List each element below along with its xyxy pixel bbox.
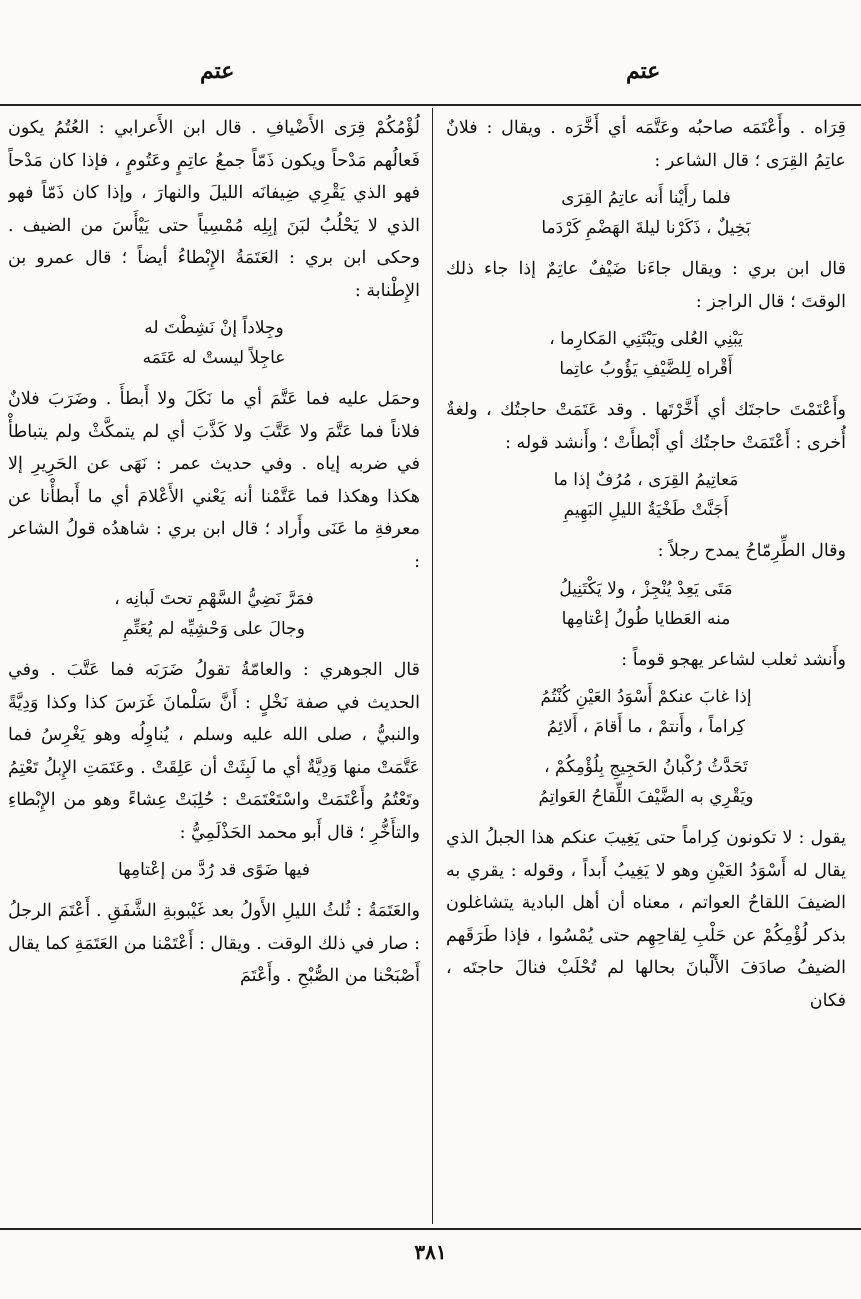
verse-line: بَخِيلٌ ، ذَكَرْنا ليلةَ الهَضْمِ كَرْدَما <box>541 218 751 238</box>
verse-line: فمَرَّ نَضِيُّ السَّهْمِ تحتَ لَبانِه ، <box>114 589 314 609</box>
verse-line: مَتَى يَعِدْ يُنْجِزْ ، ولا يَكْتَنِيلُ <box>559 578 733 599</box>
right-paragraph-2: قال ابن بري : ويقال جاءَنا ضَيْفٌ عاتِمٌ إذا جاء ذلك الوقتَ ؛ قال الراجز : <box>446 259 846 312</box>
top-rule <box>0 104 861 106</box>
verse-line: أَقْراه لِلضَّيْفِ يَؤُوبُ عاتِما <box>559 359 733 379</box>
right-poem-3 <box>446 465 846 525</box>
left-paragraph-4: والعَتَمَةُ : ثُلثُ الليلِ الأَولُ بعد غَيْبوبةِ الشَّفَقِ . أَعْتَمَ الرجلُ : صار في ذلك الوقت . ويقال : أَعْتَمْنا من العَتَمَةِ كما يقال أَصْبَحْنا من الصُّبْحِ . وأَعْتَمَ <box>8 901 420 986</box>
verse-line: وجالَ على وَحْشِيِّه لم يُعَتِّمِ <box>123 619 305 639</box>
right-paragraph-1: قِرَاه . وأَعْتَمَه صاحبُه وعَتَّمَه أي أَخَّرَه . ويقال : فلانٌ عاتِمُ القِرَى ؛ قال الشاعر : <box>446 118 846 171</box>
left-paragraph-2: وحمَل عليه فما عَتَّمَ أي ما نَكَلَ ولا أَبطأَ . وضَرَبَ فلانٌ فلاناً فما عَتَّمَ ولا عَتَّبَ ولا كَذَّبَ أي لم يتمكَّثْ ولم يتباطأْ في ضربه إياه . وفي حديث عمر : نَهَى عن الحَرِيرِ إلا هكذا وهكذا فما عَتَّمْنا أنه يَعْني الأَعْلامَ أي ما أَبطأْنا عن معرفةِ ما عَنَى وأَراد ؛ قال ابن بري : شاهدُه قولُ الشاعر : <box>8 389 420 572</box>
verse-line: عاجِلاً ليستْ له عَتَمَه <box>142 348 286 368</box>
verse-line: إذا غابَ عنكمْ أَسْوَدُ العَيْنِ كُنْتُمُ <box>540 687 752 707</box>
verse-line: أَجَنَّتْ طَخْيَةُ الليلِ البَهِيمِ <box>563 500 729 520</box>
left-paragraph-1: لُؤْمُكُمْ قِرَى الأَضْيافِ . قال ابن الأَعرابي : العُتُمُ يكون فَعالُهم مَدْحاً ويكون ذَمّاً جمعُ عاتِمٍ وعَتُومٍ ، فإذا كان مَدْحاً فهو الذي يَقْرِي ضِيفانَه الليلَ والنهارَ ، وإذا كان ذَمّاً فهو الذي لا يَحْلُبُ لبَنَ إبِلِه مُمْسِياً حتى يَيْأَسَ من الضيف . وحكى ابن بري : العَتَمَةُ الإِبْطاءُ أيضاً ؛ قال عمرو بن الإِطْنابة : <box>8 118 420 301</box>
verse-line: فلما رأَيْنا أَنه عاتِمُ القِرَى <box>561 188 731 208</box>
left-poem-3 <box>8 855 420 885</box>
right-running-head: عتم <box>626 58 661 84</box>
page-number: ٣٨١ <box>414 1240 447 1264</box>
verse-line: منه العَطايا طُولُ إعْتامِها <box>561 608 731 629</box>
right-paragraph-6: يقول : لا تكونون كِراماً حتى يَغِيبَ عنكم هذا الجبلُ الذي يقال له أَسْوَدُ العَيْنِ وهو لا يَغِيبُ أَبداً ، وقوله : يقري به الضيفَ اللقاحُ العواتم ، معناه أن أهل البادية يتشاغلون بذكر لُؤْمِكُمْ عن حَلْبِ لِقاحِهِم حتى يُمْسُوا ، فإذا طَرَقَهم الضيفُ صادَفَ الأَلْبانَ بحالها لم تُحْلَبْ فنالَ حاجتَه ، فكان <box>446 828 846 1011</box>
right-paragraph-5: وأَنشد ثعلب لشاعر يهجو قوماً : <box>621 649 846 670</box>
left-poem-2 <box>8 584 420 644</box>
right-paragraph-4: وقال الطِّرِمّاحُ يمدح رجلاً : <box>657 541 846 561</box>
verse-line: ويَقْرِي به الضَّيْفَ اللِّقاحُ العَواتِمُ <box>538 787 754 807</box>
right-paragraph-3: وأَعْتَمْتَ حاجتَك أي أَخَّرْتَها . وقد عَتَمَتْ حاجتُك ، ولغةٌ أُخرى : أَعْتَمَتْ حاجتُك أي أَبْطأَتْ ؛ وأَنشد قوله : <box>446 400 846 453</box>
right-poem-5 <box>446 682 846 742</box>
verse-line: وجِلاداً إنْ نَشِطْتَ له <box>144 318 284 338</box>
verse-line: كِراماً ، وأَنتمْ ، ما أَقامَ ، أَلائِمُ <box>546 717 746 737</box>
column-divider <box>432 108 433 1224</box>
verse-line: يَبْنِي العُلى ويَبْتَنِي المَكارِما ، <box>549 329 743 349</box>
verse-line: فيها ضَوًى قد رُدَّ من إعْتامِها <box>118 860 310 880</box>
left-column <box>8 112 420 1222</box>
verse-line: مَعاتِيمُ القِرَى ، مُرُفٌ إذا ما <box>553 470 739 490</box>
left-running-head: عتم <box>200 58 235 84</box>
bottom-rule <box>0 1228 861 1230</box>
left-poem-1 <box>8 313 420 373</box>
right-column <box>446 112 846 1222</box>
left-paragraph-3: قال الجوهري : والعامّةُ تقولُ ضَرَبَه فما عَتَّبَ . وفي الحديث في صفة نَخْلٍ : أَنَّ سَلْمانَ غَرَسَ كذا وكذا وَدِيَّةً والنبيُّ ، صلى الله عليه وسلم ، يُناوِلُه وهو يَغْرِسُ فما عَتَّمَتْ منها وَدِيَّةٌ أي ما لَبِثَتْ أن عَلِقَتْ . وعَتَمَتِ الإِبلُ تَعْتِمُ وتَعْتُمُ وأَعْتَمَتْ واسْتَعْتَمَتْ : حُلِبَتْ عِشاءً وهو من الإِبْطاءِ والتأَخُّرِ ؛ قال أَبو محمد الحَذْلَمِيُّ : <box>8 660 420 843</box>
right-poem-6 <box>446 752 846 812</box>
right-poem-2 <box>446 324 846 384</box>
verse-line: تَحَدَّثُ رُكْبانُ الحَجِيجِ بِلُؤْمِكُمْ ، <box>544 757 748 777</box>
right-poem-1 <box>446 183 846 243</box>
right-poem-4 <box>446 574 846 634</box>
